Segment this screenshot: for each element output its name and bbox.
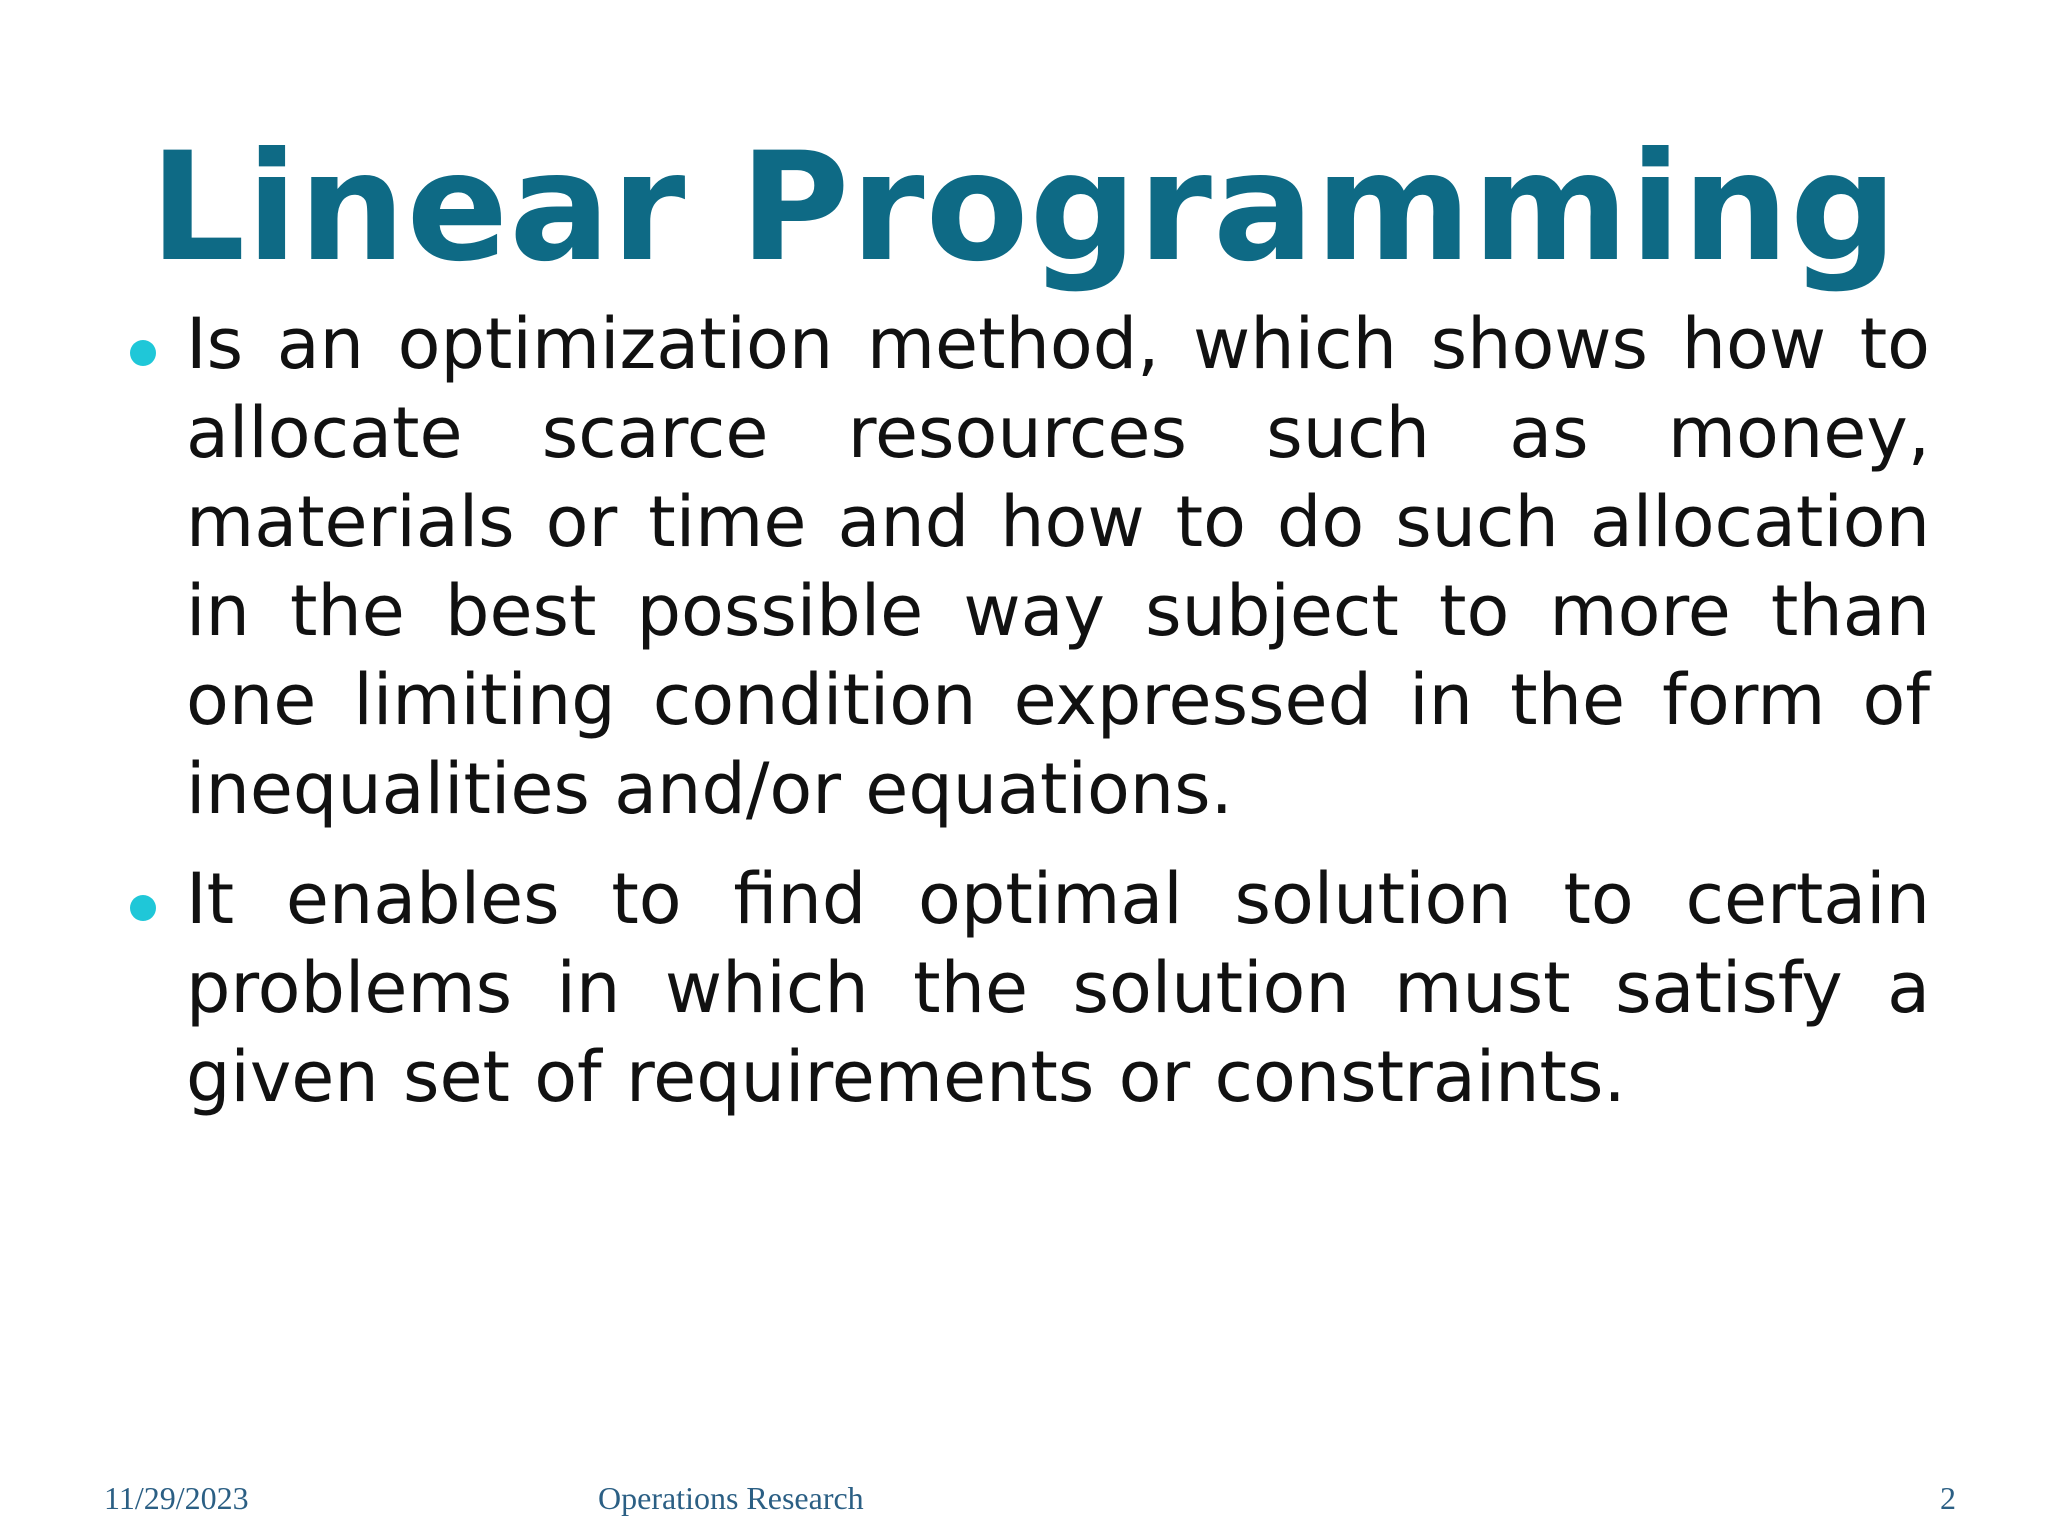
footer-course-title: Operations Research	[598, 1480, 864, 1516]
bullet-item-definition: Is an optimization method, which shows how to allocate scarce resources such as money, materials or time and how to do such allocation in the best possible way subject to more than one limiting condition expressed in the form of inequalities and/or equations.	[186, 303, 1930, 830]
bullet-dot-icon	[130, 340, 156, 366]
bullet-item-optimal-solution: It enables to find optimal solution to certain problems in which the solution must satisfy a given set of requirements or constraints.	[186, 858, 1930, 1118]
bullet-dot-icon	[130, 895, 156, 921]
footer-date: 11/29/2023	[104, 1480, 249, 1516]
slide-title: Linear Programming	[149, 121, 1899, 295]
footer-page-number: 2	[1940, 1480, 1956, 1516]
